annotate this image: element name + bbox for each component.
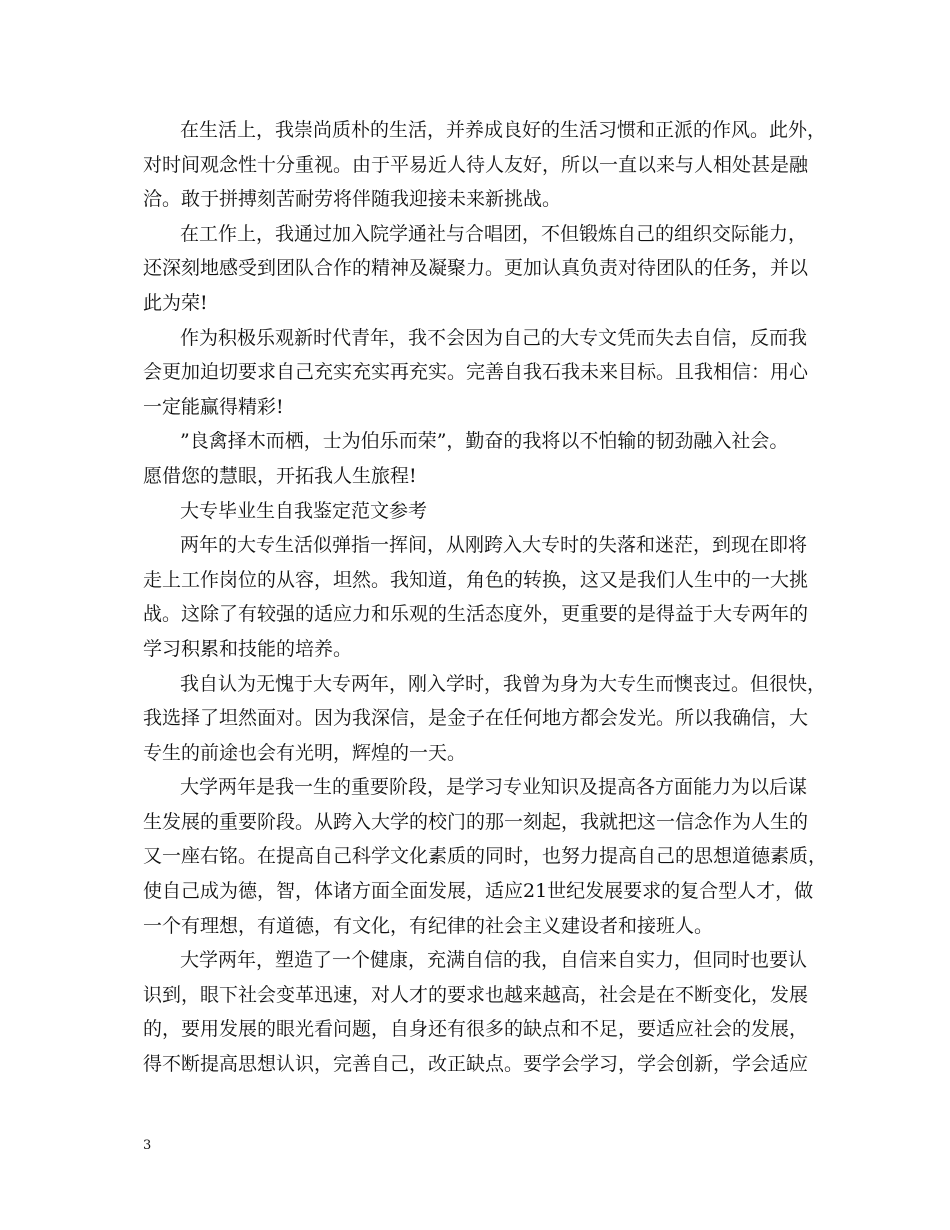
text-line: 又一座右铭。在提高自己科学文化素质的同时，也努力提高自己的思想道德素质， [143, 845, 828, 868]
text-line: 两年的大专生活似弹指一挥间，从刚跨入大专时的失落和迷茫，到现在即将 [180, 534, 808, 557]
text-line: ”良禽择木而栖，士为伯乐而荣”，勤奋的我将以不怕输的韧劲融入社会。 [180, 430, 789, 453]
text-line: 大专毕业生自我鉴定范文参考 [180, 499, 428, 522]
text-line: 对时间观念性十分重视。由于平易近人待人友好，所以一直以来与人相处甚是融 [143, 153, 809, 176]
text-line: 战。这除了有较强的适应力和乐观的生活态度外，更重要的是得益于大专两年的 [143, 603, 809, 626]
text-line: 此为荣! [143, 291, 208, 314]
text-line: 作为积极乐观新时代青年，我不会因为自己的大专文凭而失去自信，反而我 [180, 326, 808, 349]
text-line: 走上工作岗位的从容，坦然。我知道，角色的转换，这又是我们人生中的一大挑 [143, 568, 809, 591]
text-line: 还深刻地感受到团队合作的精神及凝聚力。更加认真负责对待团队的任务，并以 [143, 257, 809, 280]
body-text [143, 113, 833, 1082]
text-line: 在工作上，我通过加入院学通社与合唱团，不但锻炼自己的组织交际能力， [180, 222, 808, 245]
page-number: 3 [143, 1138, 152, 1153]
text-line: 识到，眼下社会变革迅速，对人才的要求也越来越高，社会是在不断变化，发展 [143, 983, 809, 1006]
text-line: 大学两年，塑造了一个健康，充满自信的我，自信来自实力，但同时也要认 [180, 949, 808, 972]
text-line: 大学两年是我一生的重要阶段，是学习专业知识及提高各方面能力为以后谋 [180, 776, 808, 799]
text-line: 的，要用发展的眼光看问题，自身还有很多的缺点和不足，要适应社会的发展， [143, 1018, 809, 1041]
text-line: 愿借您的慧眼，开拓我人生旅程! [143, 464, 417, 487]
text-line: 我自认为无愧于大专两年，刚入学时，我曾为身为大专生而懊丧过。但很快， [180, 672, 827, 695]
text-line: 专生的前途也会有光明，辉煌的一天。 [143, 741, 467, 764]
text-line: 一定能赢得精彩! [143, 395, 284, 418]
text-line: 得不断提高思想认识，完善自己，改正缺点。要学会学习，学会创新，学会适应 [143, 1053, 809, 1076]
text-line: 会更加迫切要求自己充实充实再充实。完善自我石我未来目标。且我相信：用心 [143, 361, 809, 384]
text-line: 学习积累和技能的培养。 [143, 637, 353, 660]
text-line: 在生活上，我崇尚质朴的生活，并养成良好的生活习惯和正派的作风。此外， [180, 119, 827, 141]
text-line: 使自己成为德，智，体诸方面全面发展，适应21世纪发展要求的复合型人才，做 [143, 880, 814, 903]
text-line: 我选择了坦然面对。因为我深信，是金子在任何地方都会发光。所以我确信，大 [143, 707, 809, 730]
text-line: 洽。敢于拼搏刻苦耐劳将伴随我迎接未来新挑战。 [143, 188, 562, 211]
text-line: 一个有理想，有道德，有文化，有纪律的社会主义建设者和接班人。 [143, 914, 714, 937]
text-line: 生发展的重要阶段。从跨入大学的校门的那一刻起，我就把这一信念作为人生的 [143, 810, 809, 833]
